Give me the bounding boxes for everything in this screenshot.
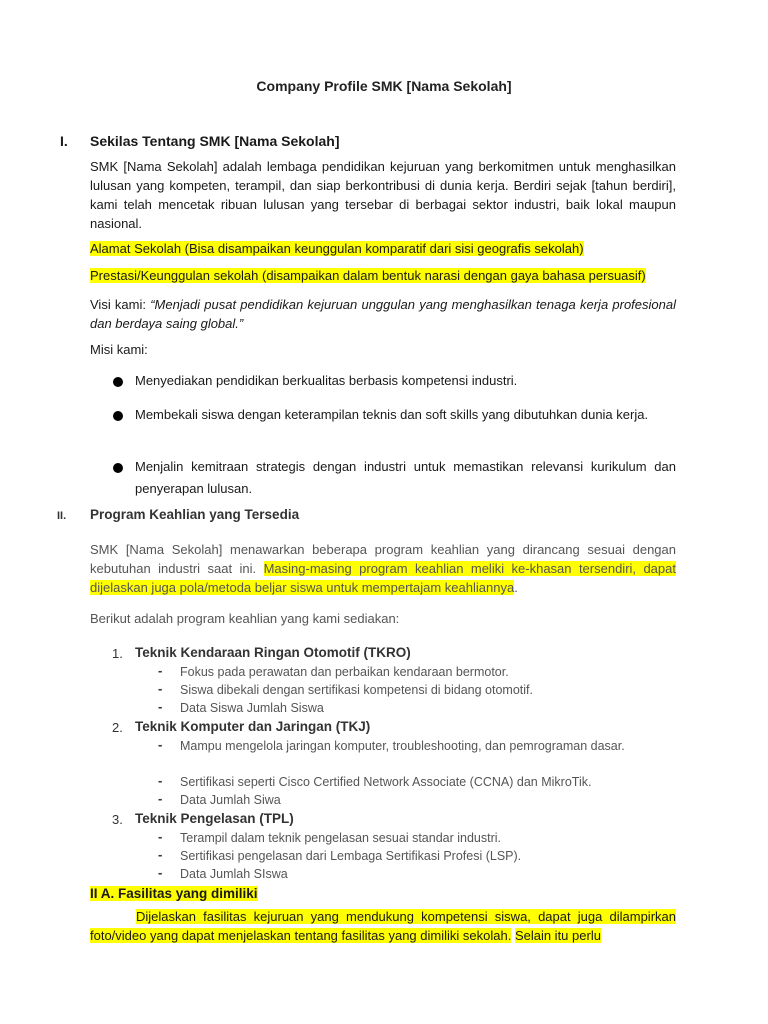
program-2-item-1: Mampu mengelola jaringan komputer, troubleshooting, dan pemrograman dasar. bbox=[180, 739, 625, 753]
misi-bullet-2 bbox=[113, 411, 123, 421]
alamat-sekolah-line bbox=[90, 241, 584, 256]
section-2-number: II. bbox=[57, 510, 67, 522]
program-3-dash-1: - bbox=[158, 829, 163, 844]
section-1-number: I. bbox=[60, 133, 68, 149]
section-2-intro bbox=[90, 540, 676, 597]
prestasi-text: Prestasi/Keunggulan sekolah (disampaikan dalam bentuk narasi dengan gaya bahasa persuasif) bbox=[90, 268, 646, 283]
program-1-dash-1: - bbox=[158, 663, 163, 678]
misi-item-1: Menyediakan pendidikan berkualitas berbasis kompetensi industri. bbox=[135, 373, 518, 388]
program-1-item-1: Fokus pada perawatan dan perbaikan kendaraan bermotor. bbox=[180, 665, 509, 679]
program-2-dash-1: - bbox=[158, 737, 163, 752]
program-3-item-3: Data Jumlah SIswa bbox=[180, 867, 288, 881]
section-2a-highlight-2: Selain itu perlu bbox=[514, 928, 601, 943]
section-2a-heading-line bbox=[90, 886, 258, 901]
document-title: Company Profile SMK [Nama Sekolah] bbox=[256, 78, 512, 94]
prestasi-line bbox=[90, 268, 646, 283]
section-2a-paragraph bbox=[90, 907, 676, 945]
section-2-intro-end: . bbox=[514, 580, 518, 595]
program-3-title: Teknik Pengelasan (TPL) bbox=[135, 811, 294, 826]
program-2-dash-3: - bbox=[158, 791, 163, 806]
section-1-intro: SMK [Nama Sekolah] adalah lembaga pendidikan kejuruan yang berkomitmen untuk menghasilkan lulusan yang kompeten, terampil, dan siap berkontribusi di dunia kerja. Berdiri sejak [tahun berdiri], kami telah mencetak ribuan lulusan yang tersebar di berbagai sektor industri, baik lokal maupun nasional. bbox=[90, 159, 676, 231]
program-1-title: Teknik Kendaraan Ringan Otomotif (TKRO) bbox=[135, 645, 411, 660]
visi-label: Visi kami: bbox=[90, 297, 151, 312]
program-3-item-2: Sertifikasi pengelasan dari Lembaga Sertifikasi Profesi (LSP). bbox=[180, 849, 522, 863]
program-1-dash-3: - bbox=[158, 699, 163, 714]
program-3-dash-3: - bbox=[158, 865, 163, 880]
section-2a-highlight-1: Dijelaskan fasilitas kejuruan yang mendukung kompetensi siswa, dapat juga dilampirkan foto/video yang dapat menjelaskan tentang fasilitas yang dimiliki sekolah. bbox=[90, 909, 676, 943]
program-3-number: 3. bbox=[112, 812, 123, 827]
section-2-heading: Program Keahlian yang Tersedia bbox=[90, 507, 300, 522]
visi-text: “Menjadi pusat pendidikan kejuruan unggulan yang menghasilkan tenaga kerja profesional dan berdaya saing global.” bbox=[90, 297, 676, 331]
program-2-item-2: Sertifikasi seperti Cisco Certified Network Associate (CCNA) dan MikroTik. bbox=[180, 775, 592, 789]
misi-bullet-1 bbox=[113, 377, 123, 387]
program-2-number: 2. bbox=[112, 720, 123, 735]
program-2-dash-2: - bbox=[158, 773, 163, 788]
program-1-item-3: Data Siswa Jumlah Siswa bbox=[180, 701, 324, 715]
misi-bullet-3 bbox=[113, 463, 123, 473]
misi-item-3: Menjalin kemitraan strategis dengan industri untuk memastikan relevansi kurikulum dan penyerapan lulusan. bbox=[135, 459, 676, 496]
program-3-item-1: Terampil dalam teknik pengelasan sesuai standar industri. bbox=[180, 831, 502, 845]
program-2-title: Teknik Komputer dan Jaringan (TKJ) bbox=[135, 719, 371, 734]
section-2-intro-highlight: Masing-masing program keahlian meliki ke-khasan tersendiri, dapat dijelaskan juga pola/metoda beljar siswa untuk mempertajam keahliannya bbox=[90, 561, 676, 595]
program-list-intro: Berikut adalah program keahlian yang kami sediakan: bbox=[90, 611, 400, 626]
visi-paragraph bbox=[90, 295, 676, 333]
section-2-intro-plain: SMK [Nama Sekolah] menawarkan beberapa program keahlian yang dirancang sesuai dengan kebutuhan industri saat ini. bbox=[90, 542, 676, 576]
program-1-item-2: Siswa dibekali dengan sertifikasi kompetensi di bidang otomotif. bbox=[180, 683, 533, 697]
section-2a-heading: II A. Fasilitas yang dimiliki bbox=[90, 886, 258, 901]
section-1-heading: Sekilas Tentang SMK [Nama Sekolah] bbox=[90, 133, 340, 149]
misi-item-2: Membekali siswa dengan keterampilan teknis dan soft skills yang dibutuhkan dunia kerja. bbox=[135, 407, 649, 422]
misi-label: Misi kami: bbox=[90, 342, 148, 357]
program-1-dash-2: - bbox=[158, 681, 163, 696]
program-1-number: 1. bbox=[112, 646, 123, 661]
alamat-sekolah-text: Alamat Sekolah (Bisa disampaikan keunggulan komparatif dari sisi geografis sekolah) bbox=[90, 241, 584, 256]
program-3-dash-2: - bbox=[158, 847, 163, 862]
program-2-item-3: Data Jumlah Siwa bbox=[180, 793, 281, 807]
